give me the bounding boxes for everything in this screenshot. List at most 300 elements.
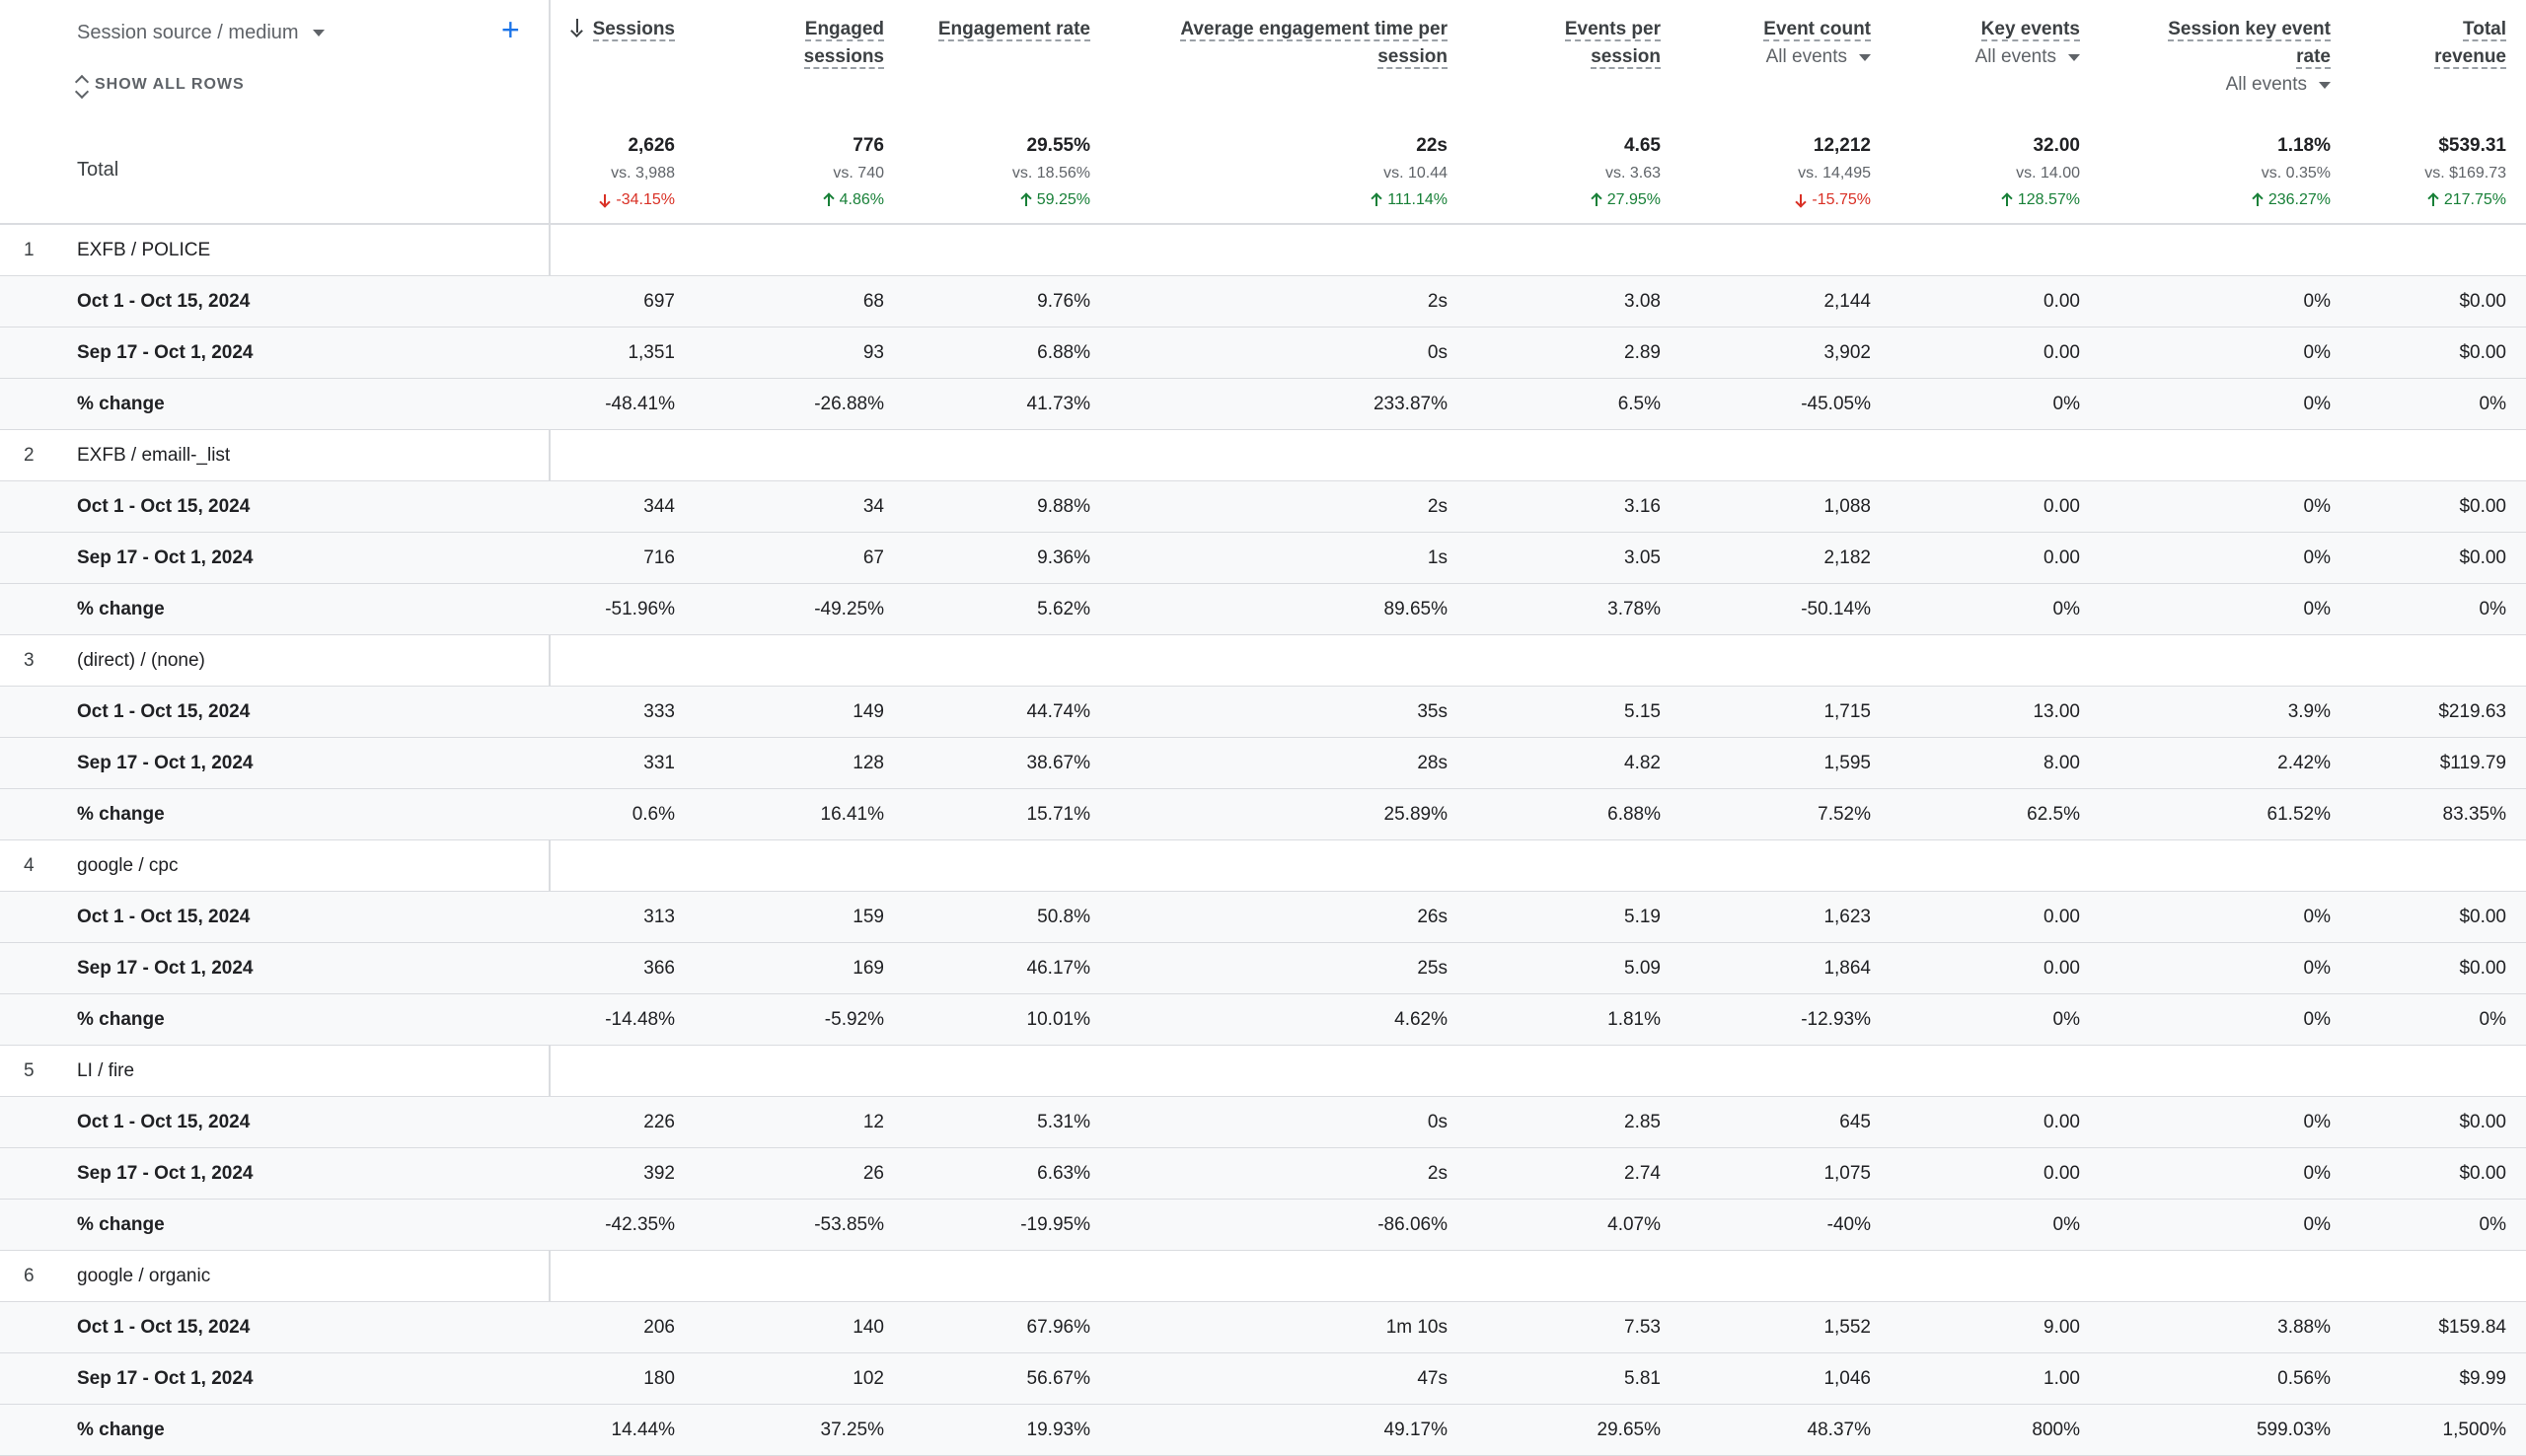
table-cell: 5.62% bbox=[1037, 599, 1090, 619]
arrow-up-icon bbox=[2428, 193, 2438, 207]
table-cell: 1s bbox=[1427, 547, 1448, 568]
table-cell: 0.00 bbox=[2043, 1112, 2080, 1132]
table-cell: 48.37% bbox=[1807, 1420, 1871, 1440]
table-cell: 169 bbox=[853, 958, 884, 979]
event-filter-label: All events bbox=[2225, 74, 2307, 95]
column-header-4[interactable] bbox=[1132, 16, 1448, 71]
table-cell: 6.88% bbox=[1037, 342, 1090, 363]
arrow-up-icon bbox=[1592, 193, 1601, 207]
dimension-group-row[interactable] bbox=[0, 1251, 2526, 1302]
table-cell: 0% bbox=[2303, 958, 2331, 979]
total-change-value: 236.27% bbox=[2267, 191, 2331, 208]
table-cell: 0% bbox=[2303, 1214, 2331, 1235]
dropdown-caret-icon bbox=[1859, 54, 1871, 61]
arrow-up-icon bbox=[1021, 193, 1031, 207]
table-cell: 46.17% bbox=[1026, 958, 1090, 979]
add-dimension-plus-icon[interactable]: + bbox=[501, 12, 520, 47]
table-cell: 2s bbox=[1427, 1163, 1448, 1184]
table-cell: -53.85% bbox=[814, 1214, 884, 1235]
table-cell: -48.41% bbox=[605, 394, 675, 414]
total-cell bbox=[2309, 132, 2506, 213]
table-cell: 0% bbox=[2303, 1163, 2331, 1184]
table-cell: 5.31% bbox=[1037, 1112, 1090, 1132]
table-cell: 0.00 bbox=[2043, 342, 2080, 363]
table-cell: 83.35% bbox=[2442, 804, 2506, 825]
total-comparison: vs. 14,495 bbox=[1798, 165, 1871, 182]
row-label: Sep 17 - Oct 1, 2024 bbox=[77, 1163, 254, 1184]
table-cell: 0% bbox=[2303, 394, 2331, 414]
row-label: Oct 1 - Oct 15, 2024 bbox=[77, 907, 251, 927]
table-cell: 2.89 bbox=[1624, 342, 1661, 363]
table-cell: -40% bbox=[1826, 1214, 1871, 1235]
column-header-title: Event count bbox=[1763, 19, 1871, 39]
arrow-up-icon bbox=[1372, 193, 1381, 207]
table-row bbox=[0, 1200, 2526, 1251]
total-change-value: 128.57% bbox=[2017, 191, 2080, 208]
table-cell: 3.16 bbox=[1624, 496, 1661, 517]
table-row bbox=[0, 994, 2526, 1046]
table-cell: 2,144 bbox=[1823, 291, 1871, 312]
row-label: % change bbox=[77, 1420, 165, 1440]
table-cell: $159.84 bbox=[2438, 1317, 2506, 1338]
table-cell: -49.25% bbox=[814, 599, 884, 619]
table-cell: 5.19 bbox=[1624, 907, 1661, 927]
table-cell: 716 bbox=[643, 547, 675, 568]
table-cell: 0.56% bbox=[2277, 1368, 2331, 1389]
table-row bbox=[0, 1097, 2526, 1148]
column-header-8[interactable] bbox=[2133, 16, 2331, 99]
table-cell: 0% bbox=[2303, 547, 2331, 568]
table-cell: 12 bbox=[862, 1112, 884, 1132]
table-cell: 140 bbox=[853, 1317, 884, 1338]
table-cell: 1,088 bbox=[1823, 496, 1871, 517]
table-cell: 3.08 bbox=[1624, 291, 1661, 312]
table-cell: 1,500% bbox=[2442, 1420, 2506, 1440]
table-cell: 0% bbox=[2303, 291, 2331, 312]
table-cell: 16.41% bbox=[820, 804, 884, 825]
table-cell: 2.42% bbox=[2277, 753, 2331, 773]
table-cell: 159 bbox=[853, 907, 884, 927]
column-header-6[interactable] bbox=[1713, 16, 1871, 71]
row-index: 4 bbox=[24, 855, 35, 876]
table-row bbox=[0, 738, 2526, 789]
table-cell: -5.92% bbox=[824, 1009, 884, 1030]
column-header-title: Sessions bbox=[592, 19, 675, 39]
total-cell bbox=[687, 132, 884, 213]
total-value: 32.00 bbox=[2033, 135, 2080, 156]
row-label: % change bbox=[77, 1009, 165, 1030]
column-header-title: Total revenue bbox=[2434, 19, 2506, 67]
table-cell: 4.62% bbox=[1394, 1009, 1448, 1030]
table-cell: 233.87% bbox=[1373, 394, 1448, 414]
table-cell: 0.00 bbox=[2043, 1163, 2080, 1184]
total-change bbox=[1463, 187, 1661, 213]
table-cell: 4.82 bbox=[1624, 753, 1661, 773]
total-change bbox=[478, 187, 675, 213]
table-row bbox=[0, 533, 2526, 584]
table-cell: 25.89% bbox=[1383, 804, 1448, 825]
table-cell: 331 bbox=[643, 753, 675, 773]
table-cell: 1,864 bbox=[1823, 958, 1871, 979]
table-row bbox=[0, 328, 2526, 379]
total-value: 12,212 bbox=[1813, 135, 1871, 156]
table-cell: 0% bbox=[2052, 1009, 2080, 1030]
total-value: 1.18% bbox=[2277, 135, 2331, 156]
table-cell: 2s bbox=[1427, 496, 1448, 517]
column-header-title: Events per session bbox=[1564, 19, 1661, 67]
table-cell: 6.63% bbox=[1037, 1163, 1090, 1184]
table-cell: 38.67% bbox=[1026, 753, 1090, 773]
dimension-group-row[interactable] bbox=[0, 840, 2526, 892]
table-cell: 313 bbox=[643, 907, 675, 927]
total-change bbox=[1250, 187, 1448, 213]
table-cell: $0.00 bbox=[2459, 342, 2506, 363]
table-cell: $0.00 bbox=[2459, 907, 2506, 927]
row-index: 1 bbox=[24, 240, 35, 260]
table-cell: 180 bbox=[643, 1368, 675, 1389]
dimension-value: EXFB / POLICE bbox=[77, 240, 211, 260]
row-label: Sep 17 - Oct 1, 2024 bbox=[77, 1368, 254, 1389]
row-label: Oct 1 - Oct 15, 2024 bbox=[77, 1317, 251, 1338]
table-cell: 1,552 bbox=[1823, 1317, 1871, 1338]
total-change bbox=[2133, 187, 2331, 213]
table-cell: 344 bbox=[643, 496, 675, 517]
total-value: 4.65 bbox=[1624, 135, 1661, 156]
table-cell: 68 bbox=[862, 291, 884, 312]
table-cell: 13.00 bbox=[2033, 701, 2080, 722]
arrow-up-icon bbox=[2253, 193, 2263, 207]
table-row bbox=[0, 276, 2526, 328]
total-comparison: vs. 10.44 bbox=[1383, 165, 1448, 182]
table-cell: 599.03% bbox=[2256, 1420, 2331, 1440]
table-cell: 19.93% bbox=[1026, 1420, 1090, 1440]
total-change bbox=[1673, 187, 1871, 213]
dimension-value: (direct) / (none) bbox=[77, 650, 205, 671]
total-comparison: vs. 14.00 bbox=[2016, 165, 2080, 182]
dimension-value: google / organic bbox=[77, 1266, 211, 1286]
table-cell: 1m 10s bbox=[1385, 1317, 1448, 1338]
table-cell: 1.81% bbox=[1607, 1009, 1661, 1030]
dropdown-caret-icon bbox=[313, 30, 325, 36]
dropdown-caret-icon bbox=[2319, 82, 2331, 89]
table-cell: 5.81 bbox=[1624, 1368, 1661, 1389]
table-cell: 9.36% bbox=[1037, 547, 1090, 568]
table-cell: 2,182 bbox=[1823, 547, 1871, 568]
table-cell: 2.74 bbox=[1624, 1163, 1661, 1184]
total-comparison: vs. 18.56% bbox=[1011, 165, 1090, 182]
total-cell bbox=[478, 132, 675, 213]
column-header-title: Key events bbox=[1980, 19, 2080, 39]
table-cell: 6.88% bbox=[1607, 804, 1661, 825]
row-label: Oct 1 - Oct 15, 2024 bbox=[77, 1112, 251, 1132]
table-cell: 2.85 bbox=[1624, 1112, 1661, 1132]
table-cell: $0.00 bbox=[2459, 291, 2506, 312]
table-row bbox=[0, 1353, 2526, 1405]
table-row bbox=[0, 379, 2526, 430]
dimension-group-row[interactable] bbox=[0, 225, 2526, 276]
total-change-value: 217.75% bbox=[2443, 191, 2506, 208]
table-cell: 35s bbox=[1417, 701, 1448, 722]
table-cell: 4.07% bbox=[1607, 1214, 1661, 1235]
table-cell: $119.79 bbox=[2439, 753, 2506, 773]
total-value: $539.31 bbox=[2438, 135, 2506, 156]
table-cell: 102 bbox=[853, 1368, 884, 1389]
table-cell: 37.25% bbox=[820, 1420, 884, 1440]
table-cell: 14.44% bbox=[611, 1420, 675, 1440]
table-cell: 25s bbox=[1417, 958, 1448, 979]
row-label: % change bbox=[77, 599, 165, 619]
table-cell: -26.88% bbox=[814, 394, 884, 414]
arrow-down-icon bbox=[600, 193, 610, 207]
table-cell: $0.00 bbox=[2459, 496, 2506, 517]
table-cell: 26 bbox=[862, 1163, 884, 1184]
table-cell: 47s bbox=[1417, 1368, 1448, 1389]
table-cell: 3.88% bbox=[2277, 1317, 2331, 1338]
table-cell: 61.52% bbox=[2266, 804, 2331, 825]
table-cell: 392 bbox=[643, 1163, 675, 1184]
table-cell: 0.00 bbox=[2043, 291, 2080, 312]
table-cell: 0.00 bbox=[2043, 496, 2080, 517]
table-cell: 3,902 bbox=[1823, 342, 1871, 363]
dimension-group-row[interactable] bbox=[0, 1046, 2526, 1097]
total-change bbox=[687, 187, 884, 213]
table-cell: $0.00 bbox=[2459, 1163, 2506, 1184]
table-cell: 7.53 bbox=[1624, 1317, 1661, 1338]
table-row bbox=[0, 943, 2526, 994]
table-cell: $9.99 bbox=[2459, 1368, 2506, 1389]
table-cell: -42.35% bbox=[605, 1214, 675, 1235]
table-cell: 0% bbox=[2052, 599, 2080, 619]
table-cell: 0s bbox=[1427, 342, 1448, 363]
row-label: Sep 17 - Oct 1, 2024 bbox=[77, 547, 254, 568]
row-label: Oct 1 - Oct 15, 2024 bbox=[77, 701, 251, 722]
table-cell: 1,715 bbox=[1823, 701, 1871, 722]
row-index: 3 bbox=[24, 650, 35, 671]
dimension-value: EXFB / emaill-_list bbox=[77, 445, 231, 466]
total-value: 22s bbox=[1416, 135, 1448, 156]
table-cell: 44.74% bbox=[1026, 701, 1090, 722]
table-cell: 2s bbox=[1427, 291, 1448, 312]
total-value: 2,626 bbox=[628, 135, 675, 156]
table-cell: 0% bbox=[2303, 342, 2331, 363]
table-cell: 26s bbox=[1417, 907, 1448, 927]
dimension-selector[interactable] bbox=[77, 22, 325, 44]
table-cell: $0.00 bbox=[2459, 958, 2506, 979]
row-label: Sep 17 - Oct 1, 2024 bbox=[77, 342, 254, 363]
table-cell: 6.5% bbox=[1617, 394, 1661, 414]
table-cell: 28s bbox=[1417, 753, 1448, 773]
table-cell: 67 bbox=[862, 547, 884, 568]
row-label: Sep 17 - Oct 1, 2024 bbox=[77, 753, 254, 773]
table-cell: 366 bbox=[643, 958, 675, 979]
table-cell: 800% bbox=[2032, 1420, 2080, 1440]
table-cell: 0% bbox=[2052, 394, 2080, 414]
expand-collapse-icon bbox=[77, 73, 87, 97]
total-cell bbox=[2133, 132, 2331, 213]
total-comparison: vs. 3,988 bbox=[611, 165, 675, 182]
dimension-value: LI / fire bbox=[77, 1060, 135, 1081]
table-row bbox=[0, 892, 2526, 943]
total-change-value: 111.14% bbox=[1387, 191, 1448, 208]
table-cell: 3.9% bbox=[2287, 701, 2331, 722]
table-cell: 41.73% bbox=[1026, 394, 1090, 414]
arrow-up-icon bbox=[824, 193, 834, 207]
table-cell: 0s bbox=[1427, 1112, 1448, 1132]
sort-descending-icon[interactable] bbox=[571, 19, 583, 36]
row-label: Oct 1 - Oct 15, 2024 bbox=[77, 496, 251, 517]
table-cell: 1,351 bbox=[628, 342, 675, 363]
table-cell: 1,623 bbox=[1823, 907, 1871, 927]
total-change bbox=[1883, 187, 2080, 213]
table-cell: -50.14% bbox=[1801, 599, 1871, 619]
table-cell: 67.96% bbox=[1026, 1317, 1090, 1338]
event-filter-dropdown[interactable] bbox=[2133, 71, 2331, 99]
table-cell: 9.76% bbox=[1037, 291, 1090, 312]
table-cell: 0% bbox=[2052, 1214, 2080, 1235]
table-cell: 149 bbox=[853, 701, 884, 722]
table-cell: 0.6% bbox=[632, 804, 675, 825]
dropdown-caret-icon bbox=[2068, 54, 2080, 61]
arrow-down-icon bbox=[1796, 193, 1806, 207]
table-body bbox=[0, 223, 2526, 1456]
column-header-5[interactable] bbox=[1503, 16, 1661, 71]
table-cell: 89.65% bbox=[1383, 599, 1448, 619]
row-label: % change bbox=[77, 394, 165, 414]
row-index: 2 bbox=[24, 445, 35, 466]
table-cell: 10.01% bbox=[1026, 1009, 1090, 1030]
table-cell: 1.00 bbox=[2043, 1368, 2080, 1389]
table-cell: 0% bbox=[2303, 907, 2331, 927]
row-label: Oct 1 - Oct 15, 2024 bbox=[77, 291, 251, 312]
table-cell: 0% bbox=[2303, 496, 2331, 517]
table-cell: 1,046 bbox=[1823, 1368, 1871, 1389]
show-all-rows-button[interactable] bbox=[77, 73, 245, 97]
row-label: Sep 17 - Oct 1, 2024 bbox=[77, 958, 254, 979]
row-label: % change bbox=[77, 804, 165, 825]
table-cell: 9.88% bbox=[1037, 496, 1090, 517]
table-cell: 0.00 bbox=[2043, 958, 2080, 979]
total-change-value: -34.15% bbox=[616, 191, 675, 208]
column-header-2[interactable] bbox=[736, 16, 884, 71]
column-header-title: Engaged sessions bbox=[803, 19, 884, 67]
table-cell: -19.95% bbox=[1020, 1214, 1090, 1235]
event-filter-dropdown[interactable] bbox=[1922, 43, 2080, 71]
total-change-value: -15.75% bbox=[1812, 191, 1871, 208]
total-cell bbox=[1673, 132, 1871, 213]
total-row-label: Total bbox=[77, 159, 119, 181]
dimension-group-row[interactable] bbox=[0, 635, 2526, 687]
column-header-9[interactable] bbox=[2388, 16, 2506, 71]
total-change-value: 4.86% bbox=[839, 191, 884, 208]
table-cell: -51.96% bbox=[605, 599, 675, 619]
table-cell: 7.52% bbox=[1818, 804, 1871, 825]
total-cell bbox=[893, 132, 1090, 213]
table-cell: $0.00 bbox=[2459, 1112, 2506, 1132]
total-change-value: 27.95% bbox=[1606, 191, 1661, 208]
total-cell bbox=[1250, 132, 1448, 213]
arrow-up-icon bbox=[2002, 193, 2012, 207]
total-cell bbox=[1463, 132, 1661, 213]
table-cell: 5.09 bbox=[1624, 958, 1661, 979]
table-cell: 62.5% bbox=[2027, 804, 2080, 825]
column-header-title: Average engagement time per session bbox=[1180, 19, 1448, 67]
event-filter-dropdown[interactable] bbox=[1713, 43, 1871, 71]
table-cell: 0% bbox=[2479, 1009, 2506, 1030]
table-cell: 0% bbox=[2303, 1112, 2331, 1132]
table-row bbox=[0, 1148, 2526, 1200]
total-cell bbox=[1883, 132, 2080, 213]
table-cell: 0% bbox=[2303, 1009, 2331, 1030]
total-value: 776 bbox=[853, 135, 884, 156]
show-all-rows-label: SHOW ALL ROWS bbox=[95, 76, 245, 93]
table-row bbox=[0, 481, 2526, 533]
total-change bbox=[893, 187, 1090, 213]
table-cell: 0% bbox=[2303, 599, 2331, 619]
table-cell: 93 bbox=[862, 342, 884, 363]
table-cell: 3.05 bbox=[1624, 547, 1661, 568]
table-cell: 0% bbox=[2479, 599, 2506, 619]
table-cell: -45.05% bbox=[1801, 394, 1871, 414]
column-header-title: Session key event rate bbox=[2168, 19, 2331, 67]
table-cell: 128 bbox=[853, 753, 884, 773]
total-comparison: vs. 740 bbox=[833, 165, 884, 182]
dimension-selector-label: Session source / medium bbox=[77, 22, 299, 43]
table-cell: 15.71% bbox=[1026, 804, 1090, 825]
table-cell: 1,075 bbox=[1823, 1163, 1871, 1184]
table-cell: 0.00 bbox=[2043, 907, 2080, 927]
column-header-7[interactable] bbox=[1922, 16, 2080, 71]
total-comparison: vs. 3.63 bbox=[1604, 165, 1661, 182]
dimension-value: google / cpc bbox=[77, 855, 179, 876]
table-cell: 1,595 bbox=[1823, 753, 1871, 773]
table-cell: -14.48% bbox=[605, 1009, 675, 1030]
total-change-value: 59.25% bbox=[1036, 191, 1090, 208]
total-comparison: vs. $169.73 bbox=[2424, 165, 2506, 182]
table-row bbox=[0, 687, 2526, 738]
table-row bbox=[0, 584, 2526, 635]
table-cell: 226 bbox=[643, 1112, 675, 1132]
column-header-title: Engagement rate bbox=[937, 19, 1090, 39]
total-change bbox=[2309, 187, 2506, 213]
table-cell: -86.06% bbox=[1377, 1214, 1448, 1235]
table-cell: 49.17% bbox=[1383, 1420, 1448, 1440]
table-cell: 0% bbox=[2479, 1214, 2506, 1235]
table-cell: 645 bbox=[1839, 1112, 1871, 1132]
table-cell: 3.78% bbox=[1607, 599, 1661, 619]
table-cell: 5.15 bbox=[1624, 701, 1661, 722]
table-row bbox=[0, 1302, 2526, 1353]
row-label: % change bbox=[77, 1214, 165, 1235]
row-index: 6 bbox=[24, 1266, 35, 1286]
table-cell: 0% bbox=[2479, 394, 2506, 414]
table-cell: 697 bbox=[643, 291, 675, 312]
row-index: 5 bbox=[24, 1060, 35, 1081]
dimension-group-row[interactable] bbox=[0, 430, 2526, 481]
table-cell: 50.8% bbox=[1037, 907, 1090, 927]
table-cell: -12.93% bbox=[1801, 1009, 1871, 1030]
column-header-1[interactable] bbox=[537, 16, 675, 43]
table-cell: 9.00 bbox=[2043, 1317, 2080, 1338]
table-cell: 34 bbox=[862, 496, 884, 517]
event-filter-label: All events bbox=[1974, 46, 2056, 67]
table-cell: $0.00 bbox=[2459, 547, 2506, 568]
table-row bbox=[0, 1405, 2526, 1456]
table-header bbox=[0, 0, 2526, 223]
table-cell: 29.65% bbox=[1597, 1420, 1661, 1440]
column-header-3[interactable] bbox=[932, 16, 1090, 43]
table-cell: 56.67% bbox=[1026, 1368, 1090, 1389]
table-cell: $219.63 bbox=[2438, 701, 2506, 722]
